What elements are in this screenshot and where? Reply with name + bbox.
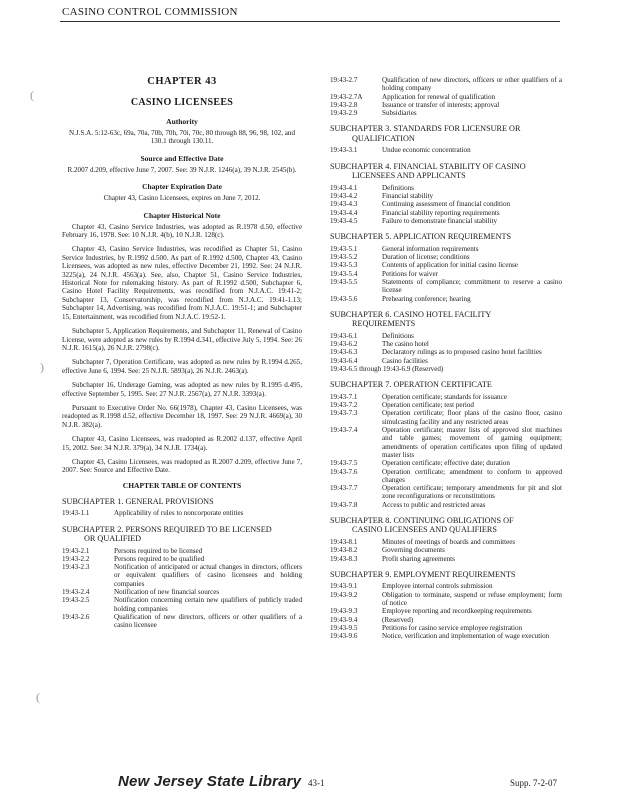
- section-title: Continuing assessment of financial condition: [382, 200, 511, 209]
- toc-entry: [330, 468, 562, 485]
- section-number: 19:43-8.1: [330, 537, 358, 546]
- history-paragraph: Subchapter 16, Underage Gaming, was adopted as new rules by R.1995 d.495, effective September 5, 1995. See: 27 N.J.R. 2567(a), 27 N.J.R. 3393(a).: [62, 381, 302, 398]
- section-number: 19:43-4.1: [330, 183, 358, 192]
- section-number: 19:43-2.6: [62, 612, 90, 621]
- section-number: 19:43-7.6: [330, 467, 358, 476]
- toc-entry: [330, 295, 562, 303]
- toc-entry: [330, 184, 562, 192]
- right-column: [330, 76, 562, 640]
- section-title: Application for renewal of qualification: [382, 92, 496, 101]
- left-column: [62, 70, 302, 630]
- toc-entry: [62, 596, 302, 613]
- section-title: Obligation to terminate, suspend or refuse employment; form of notice: [382, 590, 562, 607]
- toc-entry: [62, 588, 302, 596]
- history-paragraph: Chapter 43, Casino Service Industries, was adopted as R.1978 d.50, effective February 16, 1978. See: 10 N.J.R. 4(b), 10 N.J.R. 128(c).: [62, 222, 302, 240]
- toc-entry: [62, 547, 302, 555]
- history-heading: Chapter Historical Note: [143, 210, 221, 220]
- subchapter-heading-text: SUBCHAPTER 2. PERSONS REQUIRED TO BE LICENSED: [62, 524, 272, 534]
- authority-heading: Authority: [166, 117, 198, 126]
- subchapter-heading-continuation: REQUIREMENTS: [352, 319, 416, 329]
- section-title: Operation certificate; master lists of approved slot machines and table games; movement of gaming equipment; amendments of operation certificates upon filing of updated master lists: [382, 426, 562, 459]
- toc-entry: [330, 217, 562, 225]
- toc-entry: [330, 278, 562, 295]
- section-title: Petitions for waiver: [382, 269, 438, 278]
- section-title: (Reserved): [382, 615, 414, 624]
- table-of-contents-right: [330, 76, 562, 640]
- history-paragraph: Chapter 43, Casino Service Industries, was recodified as Chapter 51, Casino Service Industries, by R.1992 d.500. As part of R.1992 d.500, Chapter 43, Casino Licensees, was adopted as new rules, effective December 21, 1992. See: 24 N.J.R. 3225(a), 24 N.J.R. 4563(a). See, also, Chapter 51, Casino Service Industries, Historical Note for rulemaking history. As part of R.1992 d.500, Subchapter 6, Casino Hotel Facility Requirements, was recodified from N.J.A.C. 19:41-2; Subchapter 13, Conservatorship, was recodified from N.J.A.C. 19:41-1.13; Subchapter 14, Advertising, was recodified from N.J.A.C. 19:51-1; and Subchapter 15, Entertainment, was recodified from N.J.A.C. 19:52-1.: [62, 245, 302, 321]
- section-number: 19:43-5.5: [330, 277, 358, 286]
- section-number: 19:43-5.4: [330, 269, 358, 278]
- chapter-title: CHAPTER 43: [147, 76, 217, 87]
- subchapter-heading: [330, 232, 562, 242]
- section-title: Notification of anticipated or actual changes in directors, officers or equivalent qualifiers of casino licensees and holding companies: [114, 563, 302, 588]
- section-title: The casino hotel: [382, 340, 429, 349]
- section-title: Governing documents: [382, 546, 445, 555]
- subchapter-heading: [330, 310, 562, 329]
- section-number: 19:43-2.4: [62, 588, 90, 597]
- history-paragraph: Subchapter 7, Operation Certificate, was adopted as new rules by R.1994 d.265, effective June 6, 1994. See: 25 N.J.R. 5893(a), 26 N.J.R. 2463(a).: [62, 358, 302, 375]
- section-title: Employee internal controls submission: [382, 582, 493, 591]
- toc-entry: [330, 348, 562, 356]
- toc-entry: [330, 546, 562, 554]
- subchapter-heading: [62, 497, 302, 507]
- section-title: Prehearing conference; hearing: [382, 294, 471, 303]
- library-stamp: New Jersey State Library: [118, 773, 302, 790]
- section-number: 19:43-8.3: [330, 554, 358, 563]
- section-title: Casino facilities: [382, 356, 428, 365]
- section-title: Qualification of new directors, officers or other qualifiers of a holding company: [382, 76, 562, 93]
- section-title: Persons required to be qualified: [114, 554, 205, 563]
- toc-entry: [330, 200, 562, 208]
- header-rule: [60, 21, 560, 22]
- subchapter-heading-text: SUBCHAPTER 5. APPLICATION REQUIREMENTS: [330, 232, 512, 242]
- section-title: Operation certificate; effective date; duration: [382, 459, 510, 468]
- section-number: 19:43-3.1: [330, 146, 358, 155]
- subchapter-heading: [330, 380, 562, 390]
- chapter-subtitle: CASINO LICENSEES: [130, 97, 234, 108]
- toc-heading: CHAPTER TABLE OF CONTENTS: [122, 480, 242, 490]
- section-number: 19:43-7.5: [330, 459, 358, 468]
- toc-entry: [330, 538, 562, 546]
- toc-entry: [330, 357, 562, 365]
- section-number: 19:43-7.7: [330, 484, 358, 493]
- subchapter-heading: [330, 162, 562, 181]
- section-title: Definitions: [382, 331, 414, 340]
- section-title: Notification concerning certain new qualifiers of publicly traded holding companies: [114, 596, 302, 613]
- source-text: R.2007 d.209, effective June 7, 2007. See: 39 N.J.R. 1246(a), 39 N.J.R. 2545(b).: [67, 165, 297, 174]
- section-number: 19:43-2.3: [62, 563, 90, 572]
- margin-scan-mark: (: [30, 88, 34, 102]
- section-title: Operation certificate; floor plans of the casino floor, casino simulcasting facility and any restricted areas: [382, 409, 562, 426]
- section-number: 19:43-5.3: [330, 261, 358, 270]
- section-title: Employee reporting and recordkeeping requirements: [382, 607, 532, 616]
- toc-entry: [330, 501, 562, 509]
- section-title: Failure to demonstrate financial stability: [382, 216, 498, 225]
- expiration-text: Chapter 43, Casino Licensees, expires on June 7, 2012.: [103, 194, 261, 203]
- section-number: 19:43-7.1: [330, 392, 358, 401]
- subchapter-heading: [330, 516, 562, 535]
- subchapter-heading-continuation: QUALIFICATION: [352, 133, 415, 143]
- section-title: Financial stability reporting requirements: [382, 208, 500, 217]
- section-number: 19:43-9.2: [330, 590, 358, 599]
- toc-entry: [330, 409, 562, 426]
- section-number: 19:43-4.3: [330, 200, 358, 209]
- subchapter-heading-text: SUBCHAPTER 1. GENERAL PROVISIONS: [62, 496, 214, 506]
- history-notes: [62, 223, 302, 475]
- section-title: Operation certificate; standards for issuance: [382, 392, 507, 401]
- toc-entry: [62, 555, 302, 563]
- toc-entry: [330, 484, 562, 501]
- section-title: Profit sharing agreements: [382, 554, 455, 563]
- toc-entry: [330, 459, 562, 467]
- subchapter-heading: [330, 124, 562, 143]
- section-number: 19:43-5.2: [330, 253, 358, 262]
- source-heading: Source and Effective Date: [140, 153, 224, 163]
- section-title: Notice, verification and implementation of wage execution: [382, 632, 550, 641]
- toc-entry: [62, 563, 302, 588]
- section-title: Operation certificate; amendment to conform to approved changes: [382, 467, 562, 484]
- toc-entry: [330, 253, 562, 261]
- toc-entry: [330, 146, 562, 154]
- section-title: Duration of license; conditions: [382, 253, 470, 262]
- history-paragraph: Chapter 43, Casino Licensees, was readopted as R.2007 d.209, effective June 7, 2007. See: Source and Effective Date.: [62, 457, 302, 475]
- toc-entry: [330, 624, 562, 632]
- section-title: Minutes of meetings of boards and committees: [382, 537, 516, 546]
- section-title: Petitions for casino service employee registration: [382, 623, 523, 632]
- section-number: 19:43-6.2: [330, 340, 358, 349]
- toc-entry: [330, 340, 562, 348]
- toc-entry: [62, 613, 302, 630]
- section-number: 19:43-2.2: [62, 554, 90, 563]
- section-number: 19:43-6.1: [330, 331, 358, 340]
- section-title: Definitions: [382, 183, 414, 192]
- section-number: 19:43-4.5: [330, 216, 358, 225]
- toc-entry: [330, 365, 562, 373]
- subchapter-heading: [330, 570, 562, 580]
- section-number: 19:43-1.1: [62, 509, 90, 518]
- toc-entry: [330, 261, 562, 269]
- toc-entry: [330, 393, 562, 401]
- section-title: Access to public and restricted areas: [382, 500, 486, 509]
- section-number: 19:43-4.4: [330, 208, 358, 217]
- toc-entry: [330, 245, 562, 253]
- toc-entry: [330, 607, 562, 615]
- section-number: 19:43-4.2: [330, 192, 358, 201]
- toc-entry: [330, 555, 562, 563]
- section-number: 19:43-9.5: [330, 623, 358, 632]
- toc-entry: [62, 509, 302, 517]
- section-number: 19:43-2.8: [330, 100, 358, 109]
- supplement-date: Supp. 7-2-07: [510, 778, 557, 788]
- section-number: 19:43-8.2: [330, 546, 358, 555]
- subchapter-heading-text: SUBCHAPTER 9. EMPLOYMENT REQUIREMENTS: [330, 569, 516, 579]
- authority-text: N.J.S.A. 5:12-63c, 69a, 70a, 70b, 70h, 70i, 70c, 80 through 88, 96, 98, 102, and 130.1 through 130.11.: [69, 129, 295, 146]
- toc-entry: [330, 109, 562, 117]
- section-number: 19:43-5.6: [330, 294, 358, 303]
- toc-entry: [330, 426, 562, 459]
- subchapter-heading-text: SUBCHAPTER 6. CASINO HOTEL FACILITY: [330, 309, 492, 319]
- section-title: Operation certificate; test period: [382, 401, 474, 410]
- section-number: 19:43-9.6: [330, 632, 358, 641]
- section-number: 19:43-7.8: [330, 500, 358, 509]
- expiration-heading: Chapter Expiration Date: [142, 182, 222, 192]
- section-title: Statements of compliance; commitment to reserve a casino license: [382, 277, 562, 295]
- subchapter-heading-text: SUBCHAPTER 3. STANDARDS FOR LICENSURE OR: [330, 124, 521, 134]
- section-title: Financial stability: [382, 192, 434, 201]
- section-title: Applicability of rules to noncorporate entities: [114, 509, 244, 518]
- toc-entry: [330, 76, 562, 93]
- section-number: 19:43-2.1: [62, 546, 90, 555]
- margin-scan-mark: ): [40, 360, 44, 374]
- toc-entry: [330, 401, 562, 409]
- section-number: 19:43-2.5: [62, 596, 90, 605]
- toc-entry: [330, 591, 562, 608]
- toc-entry: [330, 270, 562, 278]
- section-title: General information requirements: [382, 244, 479, 253]
- section-title: Persons required to be licensed: [114, 546, 203, 555]
- section-title: Notification of new financial sources: [114, 588, 220, 597]
- section-title: Issuance or transfer of interests; approval: [382, 100, 500, 109]
- subchapter-heading-text: SUBCHAPTER 8. CONTINUING OBLIGATIONS OF: [330, 515, 514, 525]
- section-number: 19:43-9.1: [330, 582, 358, 591]
- section-number: 19:43-2.9: [330, 109, 358, 118]
- subchapter-heading-text: SUBCHAPTER 7. OPERATION CERTIFICATE: [330, 380, 492, 390]
- page-number: 43-1: [308, 778, 325, 788]
- toc-entry: [330, 93, 562, 101]
- section-title: Declaratory rulings as to proposed casino hotel facilities: [382, 348, 542, 357]
- toc-entry: [330, 332, 562, 340]
- section-number: 19:43-6.4: [330, 356, 358, 365]
- subchapter-heading-text: SUBCHAPTER 4. FINANCIAL STABILITY OF CASINO: [330, 161, 526, 171]
- section-number: 19:43-7.2: [330, 401, 358, 410]
- table-of-contents-left: [62, 497, 302, 630]
- toc-entry: [330, 582, 562, 590]
- toc-entry: [330, 101, 562, 109]
- toc-entry: [330, 192, 562, 200]
- section-number: 19:43-6.3: [330, 348, 358, 357]
- section-number: 19:43-7.4: [330, 426, 358, 435]
- section-title: Qualification of new directors, officers or other qualifiers of a casino licensee: [114, 612, 302, 630]
- subchapter-heading-continuation: LICENSEES AND APPLICANTS: [352, 171, 466, 181]
- section-number: 19:43-2.7A: [330, 92, 363, 101]
- section-number: 19:43-2.7: [330, 76, 358, 84]
- margin-scan-mark: (: [36, 690, 40, 704]
- toc-entry: [330, 632, 562, 640]
- section-title: Contents of application for initial casino license: [382, 261, 518, 270]
- subchapter-heading: [62, 525, 302, 544]
- history-paragraph: Pursuant to Executive Order No. 66(1978), Chapter 43, Casino Licensees, was readopted as R.1998 d.52, effective December 18, 1997. See: 29 N.J.R. 4669(a), 30 N.J.R. 382(a).: [62, 403, 302, 429]
- section-title: Operation certificate; temporary amendments for pit and slot zone reconfigurations or reconstitutions: [382, 484, 562, 501]
- subchapter-heading-continuation: OR QUALIFIED: [84, 534, 142, 544]
- running-header: CASINO CONTROL COMMISSION: [62, 6, 238, 18]
- section-title: 19:43-6.5 through 19:43-6.9 (Reserved): [330, 365, 444, 374]
- section-title: Subsidiaries: [382, 109, 417, 118]
- section-title: Undue economic concentration: [382, 146, 471, 155]
- toc-entry: [330, 209, 562, 217]
- subchapter-heading-continuation: CASINO LICENSEES AND QUALIFIERS: [352, 525, 497, 535]
- history-paragraph: Subchapter 5, Application Requirements, and Subchapter 11, Renewal of Casino License, were adopted as new rules by R.1994 d.341, effective July 5, 1994. See: 26 N.J.R. 1615(a), 26 N.J.R. 2798(c).: [62, 327, 302, 352]
- section-number: 19:43-5.1: [330, 244, 358, 253]
- section-number: 19:43-9.3: [330, 607, 358, 616]
- toc-entry: [330, 616, 562, 624]
- history-paragraph: Chapter 43, Casino Licensees, was readopted as R.2002 d.137, effective April 15, 2002. See: 34 N.J.R. 379(a), 34 N.J.R. 1734(a).: [62, 435, 302, 452]
- section-number: 19:43-7.3: [330, 409, 358, 418]
- section-number: 19:43-9.4: [330, 615, 358, 624]
